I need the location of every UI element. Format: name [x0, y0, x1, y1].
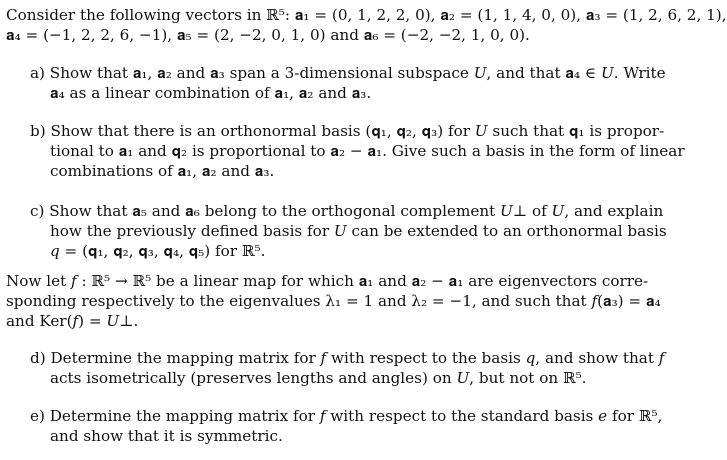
problem-document	[6, 5, 727, 446]
part-b-line: tional to 𝐚₁ and 𝐪₂ is proportional to 𝐚₂ − 𝐚₁. Give such a basis in the form of linear	[50, 142, 685, 160]
part-a	[30, 63, 666, 103]
part-c-line: 𝑞 = (𝐪₁, 𝐪₂, 𝐪₃, 𝐪₄, 𝐪₅) for ℝ⁵.	[50, 242, 266, 260]
part-c	[30, 201, 667, 261]
part-b	[30, 121, 685, 181]
part-e-line: e) Determine the mapping matrix for 𝑓 with respect to the standard basis 𝑒 for ℝ⁵,	[30, 407, 663, 425]
part-c-line: how the previously defined basis for 𝑈 can be extended to an orthonormal basis	[50, 222, 667, 240]
part-d	[30, 348, 665, 388]
part-d-line: d) Determine the mapping matrix for 𝑓 with respect to the basis 𝑞, and show that 𝑓	[30, 349, 665, 367]
part-e-line: and show that it is symmetric.	[50, 427, 283, 445]
middle-paragraph	[6, 271, 661, 331]
part-c-line: c) Show that 𝐚₅ and 𝐚₆ belong to the orthogonal complement 𝑈⊥ of 𝑈, and explain	[30, 202, 664, 220]
intro-line: Consider the following vectors in ℝ⁵: 𝐚₁ = (0, 1, 2, 2, 0), 𝐚₂ = (1, 1, 4, 0, 0), 𝐚₃ = (1, 2, 6, 2, 1),	[6, 6, 727, 24]
part-d-line: acts isometrically (preserves lengths and angles) on 𝑈, but not on ℝ⁵.	[50, 369, 587, 387]
intro-line: 𝐚₄ = (−1, 2, 2, 6, −1), 𝐚₅ = (2, −2, 0, 1, 0) and 𝐚₆ = (−2, −2, 1, 0, 0).	[6, 26, 530, 44]
intro-paragraph	[6, 5, 727, 45]
part-b-line: combinations of 𝐚₁, 𝐚₂ and 𝐚₃.	[50, 162, 275, 180]
middle-line: Now let 𝑓 : ℝ⁵ → ℝ⁵ be a linear map for which 𝐚₁ and 𝐚₂ − 𝐚₁ are eigenvectors corre-	[6, 272, 649, 290]
part-e	[30, 406, 663, 446]
middle-line: sponding respectively to the eigenvalues λ₁ = 1 and λ₂ = −1, and such that 𝑓(𝐚₃) = 𝐚₄	[6, 292, 661, 310]
part-b-line: b) Show that there is an orthonormal basis (𝐪₁, 𝐪₂, 𝐪₃) for 𝑈 such that 𝐪₁ is propor-	[30, 122, 665, 140]
part-a-line: a) Show that 𝐚₁, 𝐚₂ and 𝐚₃ span a 3-dimensional subspace 𝑈, and that 𝐚₄ ∈ 𝑈. Write	[30, 64, 666, 82]
part-a-line: 𝐚₄ as a linear combination of 𝐚₁, 𝐚₂ and 𝐚₃.	[50, 84, 372, 102]
middle-line: and Ker(𝑓) = 𝑈⊥.	[6, 312, 139, 330]
